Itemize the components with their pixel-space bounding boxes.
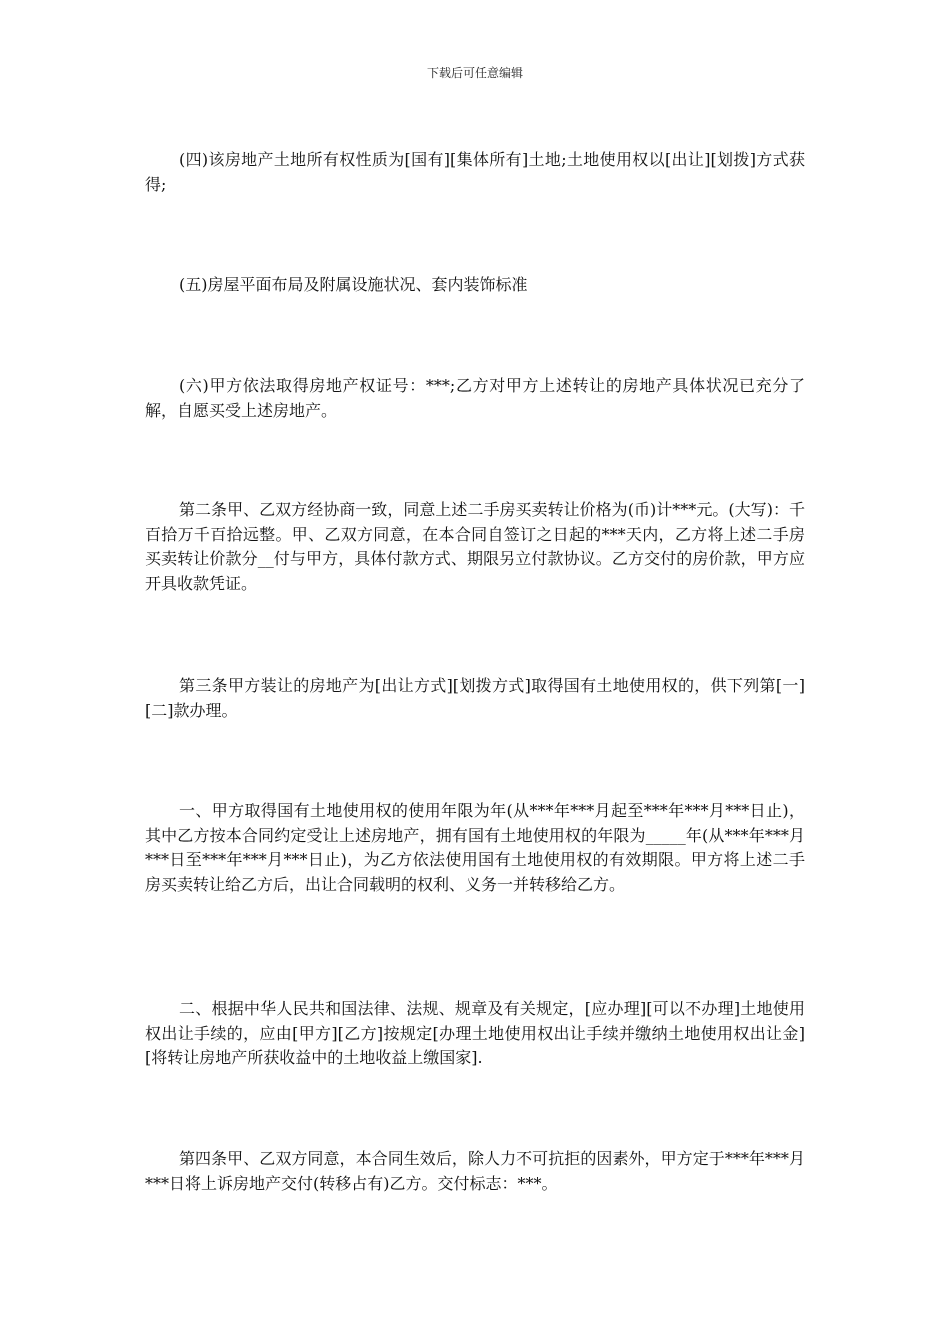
clause-2: 二、根据中华人民共和国法律、法规、规章及有关规定，[应办理][可以不办理]土地使用权出让手续的，应由[甲方][乙方]按规定[办理土地使用权出让手续并缴纳土地使用权出让金][将转让房地产所获收益中的土地收益上缴国家].	[145, 999, 805, 1067]
clause-1: 一、甲方取得国有土地使用权的使用年限为年(从***年***月起至***年***月***日止)，其中乙方按本合同约定受让上述房地产，拥有国有土地使用权的年限为_____年(从***年***月***日至***年***月***日止)，为乙方依法使用国有土地使用权的有效期限。甲方将上述二手房买卖转让给乙方后，出让合同载明的权利、义务一并转移给乙方。	[145, 801, 805, 894]
paragraph-4: (四)该房地产土地所有权性质为[国有][集体所有]土地;土地使用权以[出让][划拨]方式获得;	[145, 150, 805, 194]
paragraph-6: (六)甲方依法取得房地产权证号：***;乙方对甲方上述转让的房地产具体状况已充分了解，自愿买受上述房地产。	[145, 376, 805, 420]
article-3: 第三条甲方装让的房地产为[出让方式][划拨方式]取得国有土地使用权的，供下列第[一][二]款办理。	[145, 676, 805, 720]
header-note: 下载后可任意编辑	[426, 66, 523, 80]
paragraph-5: (五)房屋平面布局及附属设施状况、套内装饰标准	[179, 275, 528, 294]
article-4: 第四条甲、乙双方同意，本合同生效后，除人力不可抗拒的因素外，甲方定于***年***月***日将上诉房地产交付(转移占有)乙方。交付标志：***。	[145, 1149, 805, 1193]
article-2: 第二条甲、乙双方经协商一致，同意上述二手房买卖转让价格为(币)计***元。(大写)：千百拾万千百拾远整。甲、乙双方同意，在本合同自签订之日起的***天内，乙方将上述二手房买卖转让价款分__付与甲方，具体付款方式、期限另立付款协议。乙方交付的房价款，甲方应开具收款凭证。	[145, 500, 805, 593]
